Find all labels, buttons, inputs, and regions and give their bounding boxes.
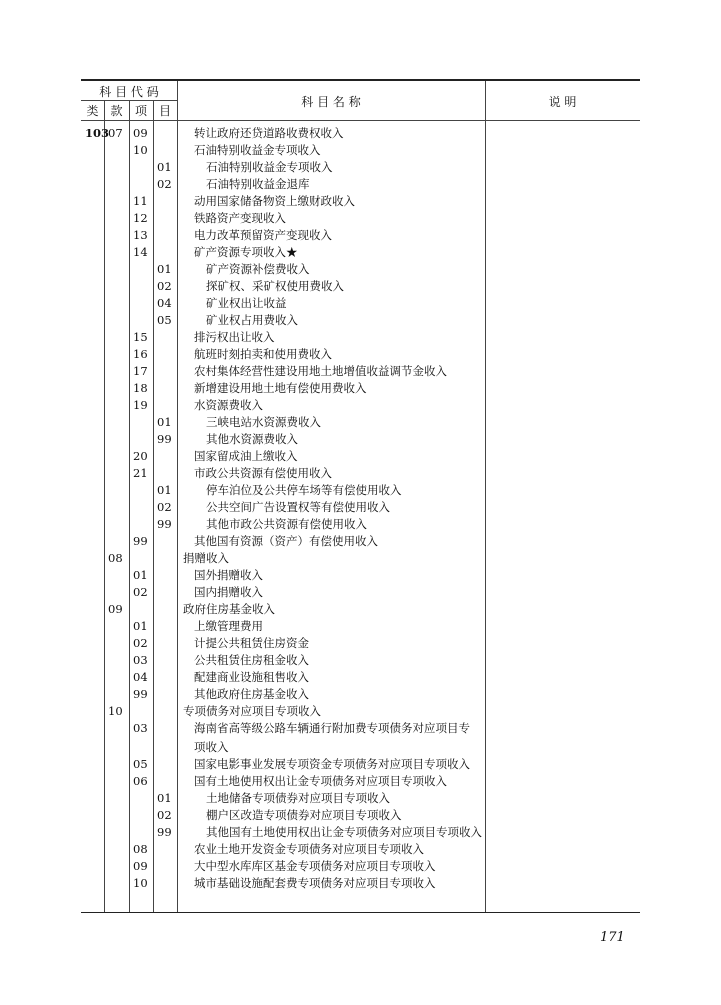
row-xiang-code: 09 [133,126,148,140]
row-xiang-code: 02 [133,636,148,650]
row-xiang-code: 10 [133,143,148,157]
row-subject-name: 水资源费收入 [194,398,263,412]
row-xiang-code: 09 [133,859,148,873]
row-xiang-code: 12 [133,211,148,225]
row-xiang-code: 03 [133,721,148,735]
row-subject-name: 其他水资源费收入 [206,432,298,446]
row-lei-code: 103 [85,126,110,140]
row-subject-name: 石油特别收益金专项收入 [194,143,321,157]
row-kuan-code: 10 [108,704,123,718]
row-kuan-code: 07 [108,126,123,140]
row-subject-name: 土地储备专项债券对应项目专项收入 [206,791,390,805]
row-kuan-code: 08 [108,551,123,565]
header-subject-name: 科 目 名 称 [301,95,361,109]
row-subject-name: 其他国有资源（资产）有偿使用收入 [194,534,378,548]
row-mu-code: 02 [157,279,172,293]
row-xiang-code: 05 [133,757,148,771]
row-subject-name: 大中型水库库区基金专项债务对应项目专项收入 [194,859,436,873]
row-subject-name: 矿业权占用费收入 [206,313,298,327]
row-subject-name: 航班时刻拍卖和使用费收入 [194,347,332,361]
row-subject-name: 农业土地开发资金专项债务对应项目专项收入 [194,842,424,856]
col-divider-kuan [129,100,130,912]
row-kuan-code: 09 [108,602,123,616]
row-mu-code: 02 [157,500,172,514]
row-mu-code: 01 [157,483,172,497]
row-subject-name: 动用国家储备物资上缴财政收入 [194,194,355,208]
row-subject-name: 政府住房基金收入 [183,602,275,616]
row-mu-code: 01 [157,262,172,276]
header-mu: 目 [158,104,171,118]
row-subject-name: 停车泊位及公共停车场等有偿使用收入 [206,483,402,497]
row-xiang-code: 03 [133,653,148,667]
row-subject-name: 新增建设用地土地有偿使用费收入 [194,381,367,395]
header-note: 说 明 [548,95,577,109]
row-subject-name: 三峡电站水资源费收入 [206,415,321,429]
row-subject-name: 排污权出让收入 [194,330,275,344]
row-xiang-code: 01 [133,568,148,582]
row-xiang-code: 21 [133,466,148,480]
row-xiang-code: 18 [133,381,148,395]
col-divider-lei [104,100,105,912]
row-mu-code: 01 [157,160,172,174]
row-subject-name: 国内捐赠收入 [194,585,263,599]
row-mu-code: 05 [157,313,172,327]
row-subject-name: 石油特别收益金专项收入 [206,160,333,174]
row-subject-name: 国家留成油上缴收入 [194,449,298,463]
header-bottom-divider [81,120,640,121]
row-subject-name: 转让政府还贷道路收费权收入 [194,126,344,140]
row-subject-name: 探矿权、采矿权使用费收入 [206,279,344,293]
row-mu-code: 01 [157,415,172,429]
row-xiang-code: 13 [133,228,148,242]
row-subject-name: 公共空间广告设置权等有偿使用收入 [206,500,390,514]
row-subject-name-continued: 项收入 [194,740,229,754]
row-subject-name: 矿业权出让收益 [206,296,287,310]
row-mu-code: 02 [157,808,172,822]
row-mu-code: 01 [157,791,172,805]
row-subject-name: 国外捐赠收入 [194,568,263,582]
row-subject-name: 棚户区改造专项债券对应项目专项收入 [206,808,402,822]
col-divider-code [177,81,178,912]
row-subject-name: 铁路资产变现收入 [194,211,286,225]
row-subject-name: 上缴管理费用 [194,619,263,633]
row-mu-code: 02 [157,177,172,191]
subject-code-table [81,79,640,913]
row-xiang-code: 08 [133,842,148,856]
row-xiang-code: 10 [133,876,148,890]
row-subject-name: 其他政府住房基金收入 [194,687,309,701]
row-subject-name: 矿产资源专项收入★ [194,245,298,259]
row-subject-name: 专项债务对应项目专项收入 [183,704,321,718]
row-mu-code: 99 [157,432,172,446]
row-xiang-code: 17 [133,364,148,378]
row-subject-name: 矿产资源补偿费收入 [206,262,310,276]
row-xiang-code: 02 [133,585,148,599]
row-subject-name: 城市基础设施配套费专项债务对应项目专项收入 [194,876,436,890]
row-subject-name: 计提公共租赁住房资金 [194,636,309,650]
row-xiang-code: 01 [133,619,148,633]
header-code-group: 科 目 代 码 [99,85,159,99]
row-xiang-code: 06 [133,774,148,788]
header-kuan: 款 [110,104,123,118]
row-subject-name: 公共租赁住房租金收入 [194,653,309,667]
row-subject-name: 配建商业设施租售收入 [194,670,309,684]
row-subject-name: 石油特别收益金退库 [206,177,310,191]
row-subject-name: 其他国有土地使用权出让金专项债务对应项目专项收入 [206,825,482,839]
col-divider-xiang [153,100,154,912]
row-subject-name: 海南省高等级公路车辆通行附加费专项债务对应项目专 [194,721,470,735]
row-xiang-code: 20 [133,449,148,463]
header-lei: 类 [86,104,99,118]
page-number: 171 [600,930,625,945]
row-mu-code: 99 [157,825,172,839]
row-xiang-code: 15 [133,330,148,344]
row-xiang-code: 16 [133,347,148,361]
row-xiang-code: 04 [133,670,148,684]
row-subject-name: 农村集体经营性建设用地土地增值收益调节金收入 [194,364,447,378]
row-xiang-code: 99 [133,687,148,701]
row-subject-name: 市政公共资源有偿使用收入 [194,466,332,480]
row-mu-code: 04 [157,296,172,310]
col-divider-name [485,81,486,912]
row-xiang-code: 19 [133,398,148,412]
header-xiang: 项 [134,104,147,118]
row-mu-code: 99 [157,517,172,531]
row-subject-name: 其他市政公共资源有偿使用收入 [206,517,367,531]
row-xiang-code: 99 [133,534,148,548]
row-xiang-code: 14 [133,245,148,259]
header-sub-divider [81,100,177,101]
row-subject-name: 国有土地使用权出让金专项债务对应项目专项收入 [194,774,447,788]
row-subject-name: 国家电影事业发展专项资金专项债务对应项目专项收入 [194,757,470,771]
row-subject-name: 电力改革预留资产变现收入 [194,228,332,242]
row-xiang-code: 11 [133,194,148,208]
row-subject-name: 捐赠收入 [183,551,229,565]
